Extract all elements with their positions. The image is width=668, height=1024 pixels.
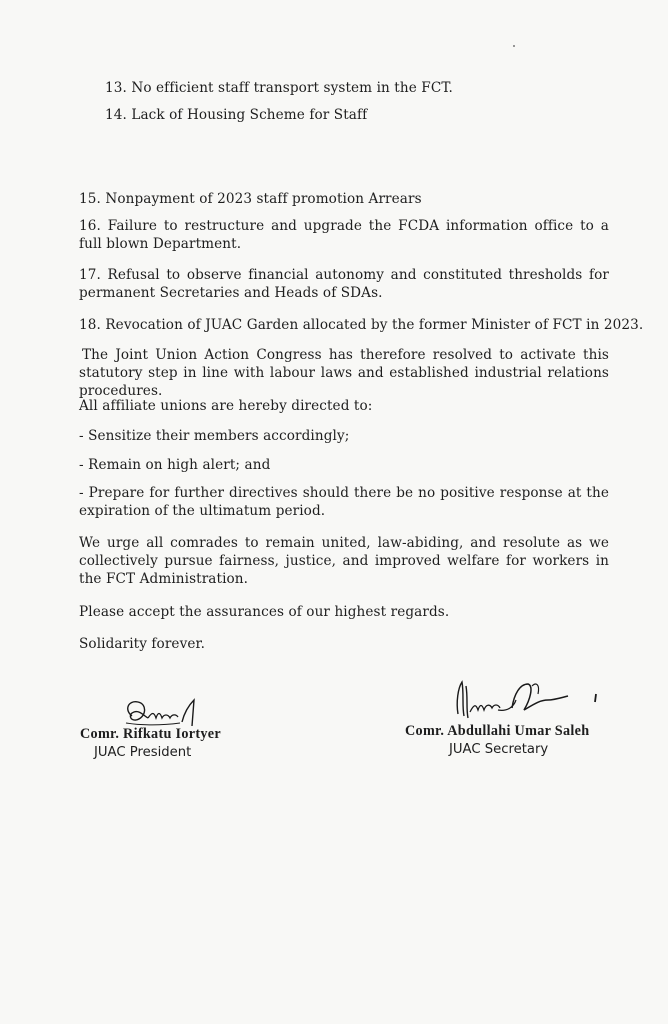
secretary-title: JUAC Secretary xyxy=(449,742,549,757)
paper-speck xyxy=(513,45,515,47)
regards-line: Please accept the assurances of our highest regards. xyxy=(79,604,450,620)
resolution-paragraph: The Joint Union Action Congress has therefore resolved to activate this statutory step in line with labour laws and established industrial relations procedures. xyxy=(79,347,609,399)
president-title: JUAC President xyxy=(94,745,192,760)
directive-3: - Prepare for further directives should there be no positive response at the expiration of the ultimatum period. xyxy=(79,485,609,519)
closing-line: Solidarity forever. xyxy=(79,636,206,652)
directive-2: - Remain on high alert; and xyxy=(79,457,271,473)
directive-intro: All affiliate unions are hereby directed to: xyxy=(79,398,373,414)
list-item-14: 14. Lack of Housing Scheme for Staff xyxy=(105,107,368,123)
list-item-17: 17. Refusal to observe financial autonomy and constituted thresholds for permanent Secretaries and Heads of SDAs. xyxy=(79,267,609,301)
list-item-13: 13. No efficient staff transport system in the FCT. xyxy=(105,80,453,96)
list-item-16: 16. Failure to restructure and upgrade the FCDA information office to a full blown Department. xyxy=(79,218,609,252)
president-name: Comr. Rifkatu Iortyer xyxy=(80,726,221,742)
urge-paragraph: We urge all comrades to remain united, law-abiding, and resolute as we collectively pursue fairness, justice, and improved welfare for workers in the FCT Administration. xyxy=(79,535,609,587)
list-item-18: 18. Revocation of JUAC Garden allocated by the former Minister of FCT in 2023. xyxy=(79,317,644,333)
secretary-name: Comr. Abdullahi Umar Saleh xyxy=(405,723,590,739)
secretary-signature xyxy=(448,674,608,724)
directive-1: - Sensitize their members accordingly; xyxy=(79,428,350,444)
list-item-15: 15. Nonpayment of 2023 staff promotion Arrears xyxy=(79,191,422,207)
